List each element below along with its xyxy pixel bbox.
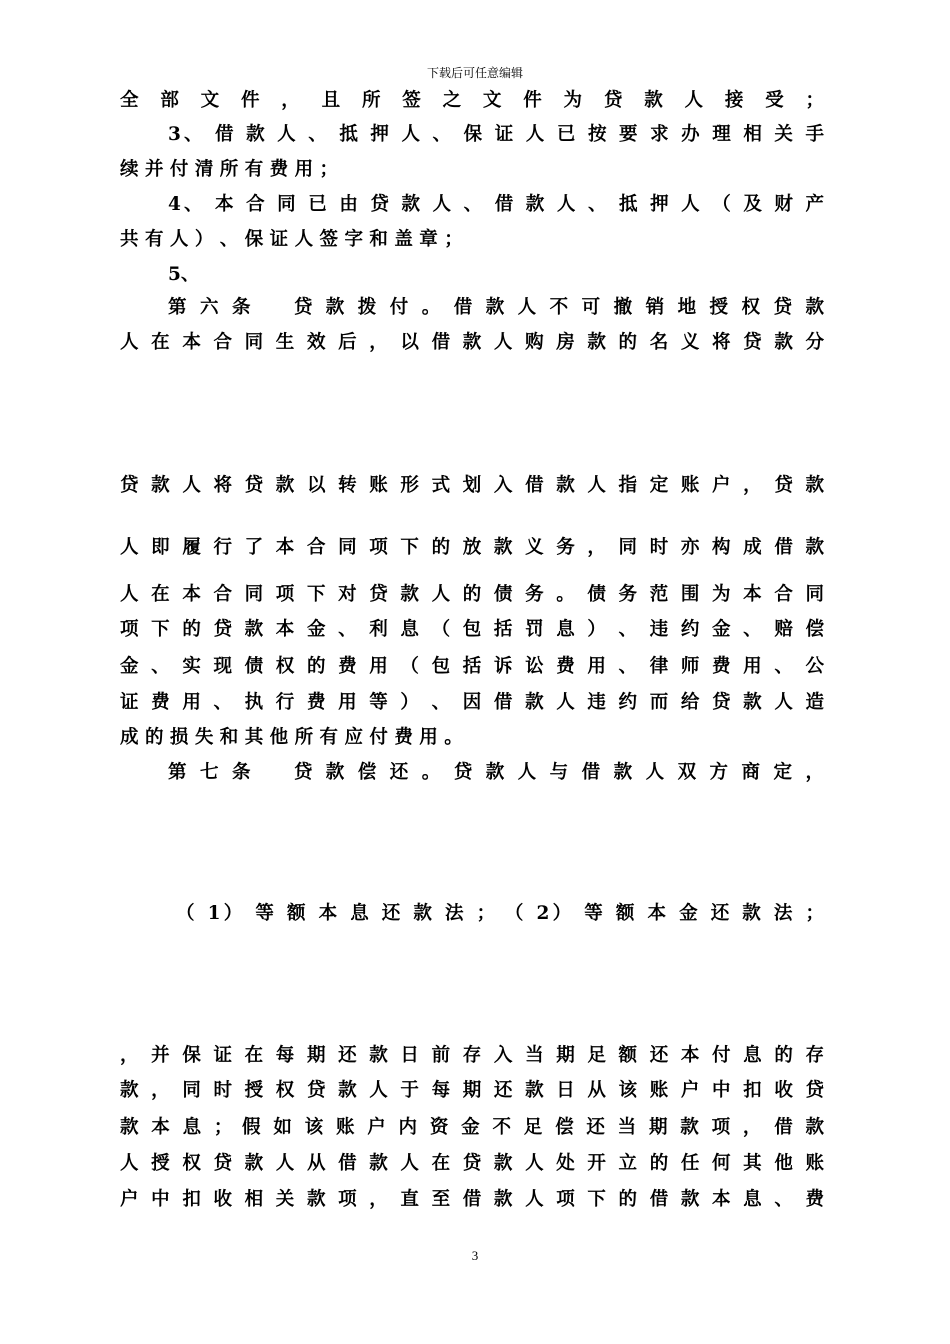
article-6-heading: 第 六 条 贷 款 拨 付 。 借 款 人 不 可 撤 销 地 授 权 贷 款 — [168, 297, 824, 318]
text-line: 4、 本 合 同 已 由 贷 款 人 、 借 款 人 、 抵 押 人 （ 及 财 产 — [168, 194, 824, 215]
text-line: ， 并 保 证 在 每 期 还 款 日 前 存 入 当 期 足 额 还 本 付 息 的 存 — [120, 1045, 824, 1066]
text-line — [120, 364, 824, 394]
text-line: 款 ， 同 时 授 权 贷 款 人 于 每 期 还 款 日 从 该 账 户 中 扣 收 贷 — [120, 1080, 824, 1101]
text-line: 共 有 人 ） 、 保 证 人 签 字 和 盖 章 ； — [120, 229, 463, 250]
text-line: 金 、 实 现 债 权 的 费 用 （ 包 括 诉 讼 费 用 、 律 师 费 用 、 公 — [120, 656, 824, 677]
text-line: 5、 — [168, 264, 200, 285]
text-line: 证 费 用 、 执 行 费 用 等 ） 、 因 借 款 人 违 约 而 给 贷 款 人 造 — [120, 692, 824, 713]
text-line: 全 部 文 件 ， 且 所 签 之 文 件 为 贷 款 人 接 受 ； — [120, 90, 824, 111]
text-line: 人 授 权 贷 款 人 从 借 款 人 在 贷 款 人 处 开 立 的 任 何 其 他 账 — [120, 1153, 824, 1174]
text-line: 贷 款 人 将 贷 款 以 转 账 形 式 划 入 借 款 人 指 定 账 户 ， 贷 款 — [120, 475, 824, 496]
account-name-line — [120, 1004, 824, 1034]
text-line — [120, 794, 832, 824]
text-line: 人 即 履 行 了 本 合 同 项 下 的 放 款 义 务 ， 同 时 亦 构 成 借 款 — [120, 537, 824, 558]
text-line — [120, 829, 824, 859]
text-line: 款 本 息 ； 假 如 该 账 户 内 资 金 不 足 偿 还 当 期 款 项 ， 借 款 — [120, 1117, 824, 1138]
text-line — [120, 935, 824, 965]
page-number: 3 — [471, 1248, 479, 1263]
text-line: 续 并 付 清 所 有 费 用 ； — [120, 159, 339, 180]
repayment-options: （ 1） 等 额 本 息 还 款 法 ； （ 2） 等 额 本 金 还 款 法 ； — [176, 903, 824, 924]
header-note: 下载后可任意编辑 — [426, 66, 523, 80]
text-line: 3、 借 款 人 、 抵 押 人 、 保 证 人 已 按 要 求 办 理 相 关 手 — [168, 124, 824, 145]
text-line: 人 在 本 合 同 项 下 对 贷 款 人 的 债 务 。 债 务 范 围 为 本 合 同 — [120, 584, 824, 605]
article-8-heading — [168, 969, 824, 999]
text-line: 人 在 本 合 同 生 效 后 ， 以 借 款 人 购 房 款 的 名 义 将 贷 款 分 — [120, 332, 824, 353]
text-line — [120, 435, 824, 465]
text-line — [120, 866, 824, 896]
text-line: 户 中 扣 收 相 关 款 项 ， 直 至 借 款 人 项 下 的 借 款 本 息 、 费 — [120, 1189, 824, 1210]
text-line: 成 的 损 失 和 其 他 所 有 应 付 费 用 。 — [120, 727, 463, 748]
text-line: 项 下 的 贷 款 本 金 、 利 息 （ 包 括 罚 息 ） 、 违 约 金 、 赔 偿 — [120, 619, 824, 640]
article-7-heading: 第 七 条 贷 款 偿 还 。 贷 款 人 与 借 款 人 双 方 商 定 ， — [168, 762, 824, 783]
text-line — [120, 400, 824, 430]
